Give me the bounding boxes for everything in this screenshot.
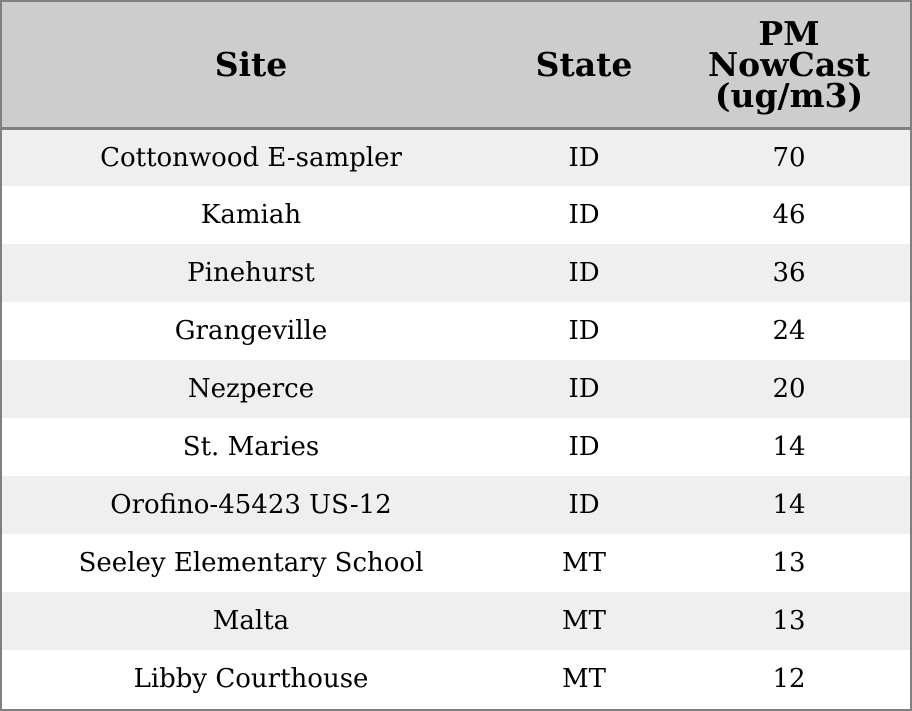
table-row [2,360,910,418]
pm-header-line-1: PM [758,13,820,53]
pm-header-line-3: (ug/m3) [714,75,864,115]
table-row [2,186,910,244]
state-cell: MT [562,606,606,636]
site-column-header: Site [2,2,500,128]
table-header [2,2,910,128]
table-row [2,302,910,360]
pm-value-cell: 14 [772,432,806,462]
table-row [2,534,910,592]
table-row [2,128,910,186]
site-cell: Grangeville [174,316,328,346]
pm-value-cell: 12 [772,664,806,694]
pm-value-cell: 36 [772,258,806,288]
table-row [2,650,910,708]
site-cell: Orofino-45423 US-12 [110,490,392,520]
state-cell: ID [568,142,600,173]
state-cell: MT [562,548,606,578]
pm-value-cell: 24 [772,316,806,346]
site-cell: Pinehurst [187,258,315,288]
pm-value-cell: 70 [772,142,806,173]
table-row [2,418,910,476]
state-cell: ID [568,490,600,520]
state-cell: ID [568,200,600,230]
state-cell: ID [568,432,600,462]
pm-header-line-2: NowCast [707,44,871,84]
table-row [2,592,910,650]
pm-value-cell: 14 [772,490,806,520]
table-body [2,128,910,708]
pm-value-cell: 46 [772,200,806,230]
site-cell: Nezperce [187,374,315,404]
site-cell: St. Maries [182,432,320,462]
header-row [2,2,910,128]
site-cell: Kamiah [200,200,302,230]
site-cell: Malta [212,606,290,636]
state-cell: ID [568,258,600,288]
state-cell: ID [568,374,600,404]
state-cell: MT [562,664,606,694]
table-row [2,244,910,302]
site-cell: Seeley Elementary School [78,548,424,578]
pm-value-cell: 13 [772,548,806,578]
pm-nowcast-column-header [668,2,910,128]
table-row [2,476,910,534]
site-cell: Libby Courthouse [133,664,369,694]
state-cell: ID [568,316,600,346]
state-column-header: State [500,2,668,128]
pm-value-cell: 20 [772,374,806,404]
pm-value-cell: 13 [772,606,806,636]
air-quality-table [2,2,910,708]
site-cell: Cottonwood E-sampler [100,142,402,173]
